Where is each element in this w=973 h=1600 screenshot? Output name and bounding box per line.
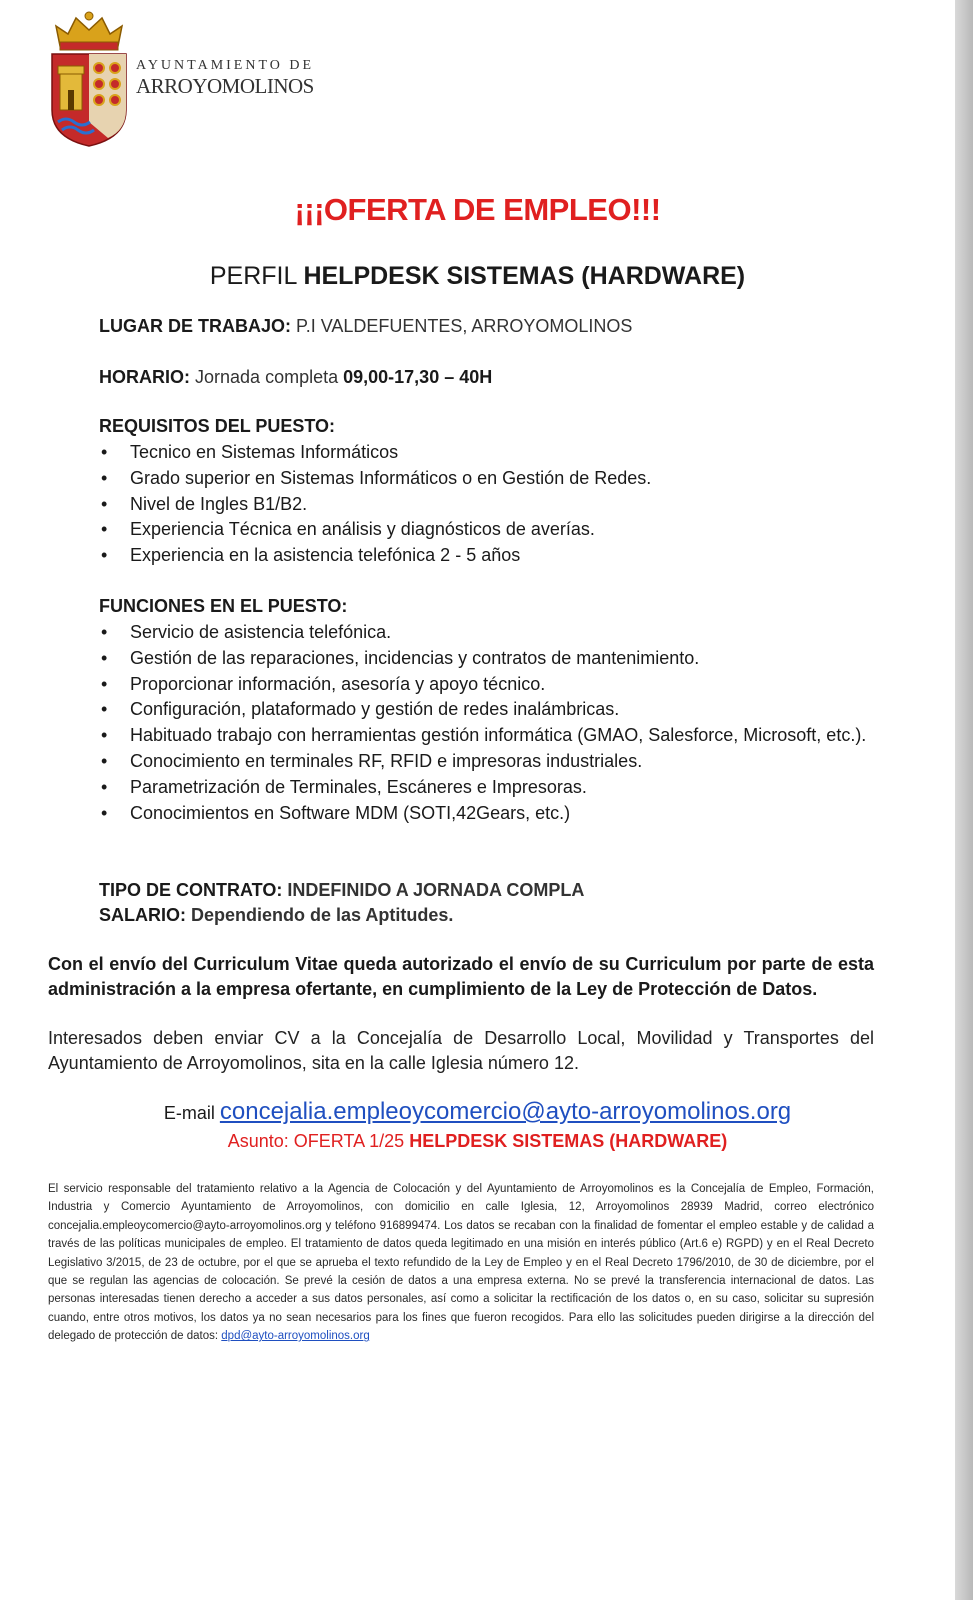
legal-notice — [48, 1180, 874, 1346]
schedule-label: HORARIO: — [99, 367, 190, 387]
list-item: • Conocimiento en terminales RF, RFID e impresoras industriales. — [99, 749, 879, 775]
coat-of-arms-logo — [48, 10, 130, 148]
list-item: • Proporcionar información, asesoría y apoyo técnico. — [99, 672, 879, 698]
list-item: • Habituado trabajo con herramientas gestión informática (GMAO, Salesforce, Microsoft, etc.). — [99, 723, 879, 749]
profile-role: HELPDESK SISTEMAS (HARDWARE) — [303, 262, 746, 290]
email-label: E-mail — [163, 1103, 215, 1123]
functions-section — [99, 596, 879, 826]
requirements-section — [99, 416, 879, 569]
list-item: • Parametrización de Terminales, Escáneres e Impresoras. — [99, 775, 879, 801]
job-profile — [0, 262, 955, 291]
email-link[interactable]: concejalia.empleoycomercio@ayto-arroyomolinos.org — [219, 1098, 792, 1125]
org-line1: AYUNTAMIENTO DE — [136, 58, 315, 73]
contract-type-label: TIPO DE CONTRATO: — [99, 880, 283, 900]
functions-list — [99, 620, 879, 826]
subject-role: HELPDESK SISTEMAS (HARDWARE) — [409, 1131, 728, 1151]
dpd-email-link[interactable]: dpd@ayto-arroyomolinos.org — [221, 1330, 370, 1343]
list-item: • Conocimientos en Software MDM (SOTI,42Gears, etc.) — [99, 801, 879, 827]
page-title: ¡¡¡OFERTA DE EMPLEO!!! — [294, 192, 661, 227]
schedule-field — [99, 367, 492, 388]
organization-name — [136, 58, 314, 99]
workplace-value: P.I VALDEFUENTES, ARROYOMOLINOS — [296, 316, 633, 336]
consent-paragraph: Con el envío del Curriculum Vitae queda autorizado el envío de su Curriculum por parte de esta administración a la empresa ofertante, en cumplimiento de la Ley de Protección de Datos. — [48, 954, 874, 999]
salary — [99, 903, 584, 928]
list-item: • Grado superior en Sistemas Informáticos o en Gestión de Redes. — [99, 466, 879, 492]
email-subject — [0, 1131, 955, 1152]
contract-details — [99, 878, 584, 928]
schedule-value: Jornada completa — [195, 367, 339, 387]
requirements-heading: REQUISITOS DEL PUESTO: — [99, 416, 336, 436]
subject-prefix: Asunto: OFERTA 1/25 — [227, 1131, 405, 1151]
list-item: • Nivel de Ingles B1/B2. — [99, 492, 879, 518]
list-item: • Servicio de asistencia telefónica. — [99, 620, 879, 646]
header — [48, 10, 314, 148]
workplace-field — [99, 316, 632, 337]
contract-type — [99, 878, 584, 903]
salary-label: SALARIO: — [99, 905, 186, 925]
list-item: • Experiencia Técnica en análisis y diagnósticos de averías. — [99, 517, 879, 543]
salary-value: Dependiendo de las Aptitudes. — [191, 905, 454, 925]
profile-prefix: PERFIL — [209, 262, 297, 290]
email-line — [0, 1098, 955, 1126]
workplace-label: LUGAR DE TRABAJO: — [99, 316, 291, 336]
instructions-paragraph: Interesados deben enviar CV a la Concejalía de Desarrollo Local, Movilidad y Transportes del Ayuntamiento de Arroyomolinos, sita en la calle Iglesia número 12. — [48, 1028, 874, 1073]
list-item: • Configuración, plataformado y gestión de redes inalámbricas. — [99, 697, 879, 723]
right-edge-border — [955, 0, 973, 1600]
schedule-hours: 09,00-17,30 – 40H — [343, 367, 493, 387]
list-item: • Experiencia en la asistencia telefónica 2 - 5 años — [99, 543, 879, 569]
list-item: • Tecnico en Sistemas Informáticos — [99, 440, 879, 466]
contract-type-value: INDEFINIDO A JORNADA COMPLA — [287, 880, 585, 900]
functions-heading: FUNCIONES EN EL PUESTO: — [99, 596, 348, 616]
legal-text: El servicio responsable del tratamiento relativo a la Agencia de Colocación y del Ayuntamiento de Arroyomolinos es la Concejalía de Empleo, Formación, Industria y Comercio Ayuntamiento de Arroyomolinos, con domicilio en calle Iglesia, 12, Arroyomolinos 28939 Madrid, correo electrónico concejalia.empleoycomercio@ayto-arroyomolinos.org y teléfono 916899474. Los datos se recaban con la finalidad de fomentar el empleo estable y de calidad a través de las políticas municipales de empleo. El tratamiento de datos queda legitimado en una misión en interés público (Art.6 e) RGPD) y en el Real Decreto Legislativo 3/2015, de 23 de octubre, por el que se aprueba el texto refundido de la Ley de Empleo y en el Real Decreto 1796/2010, de 30 de diciembre, por el que se regulan las agencias de colocación. Se prevé la cesión de datos a una empresa externa. No se prevé la transferencia internacional de datos. Las personas interesadas tienen derecho a acceder a sus datos personales, así como a solicitar la rectificación de los datos o, en su caso, solicitar su supresión cuando, entre otros motivos, los datos ya no sean necesarios para los fines que fueron recogidos. Para ello las solicitudes pueden dirigirse a la dirección del delegado de protección de datos: — [48, 1183, 874, 1343]
org-line2: ARROYOMOLINOS — [136, 74, 314, 98]
requirements-list — [99, 440, 879, 569]
list-item: • Gestión de las reparaciones, incidencias y contratos de mantenimiento. — [99, 646, 879, 672]
